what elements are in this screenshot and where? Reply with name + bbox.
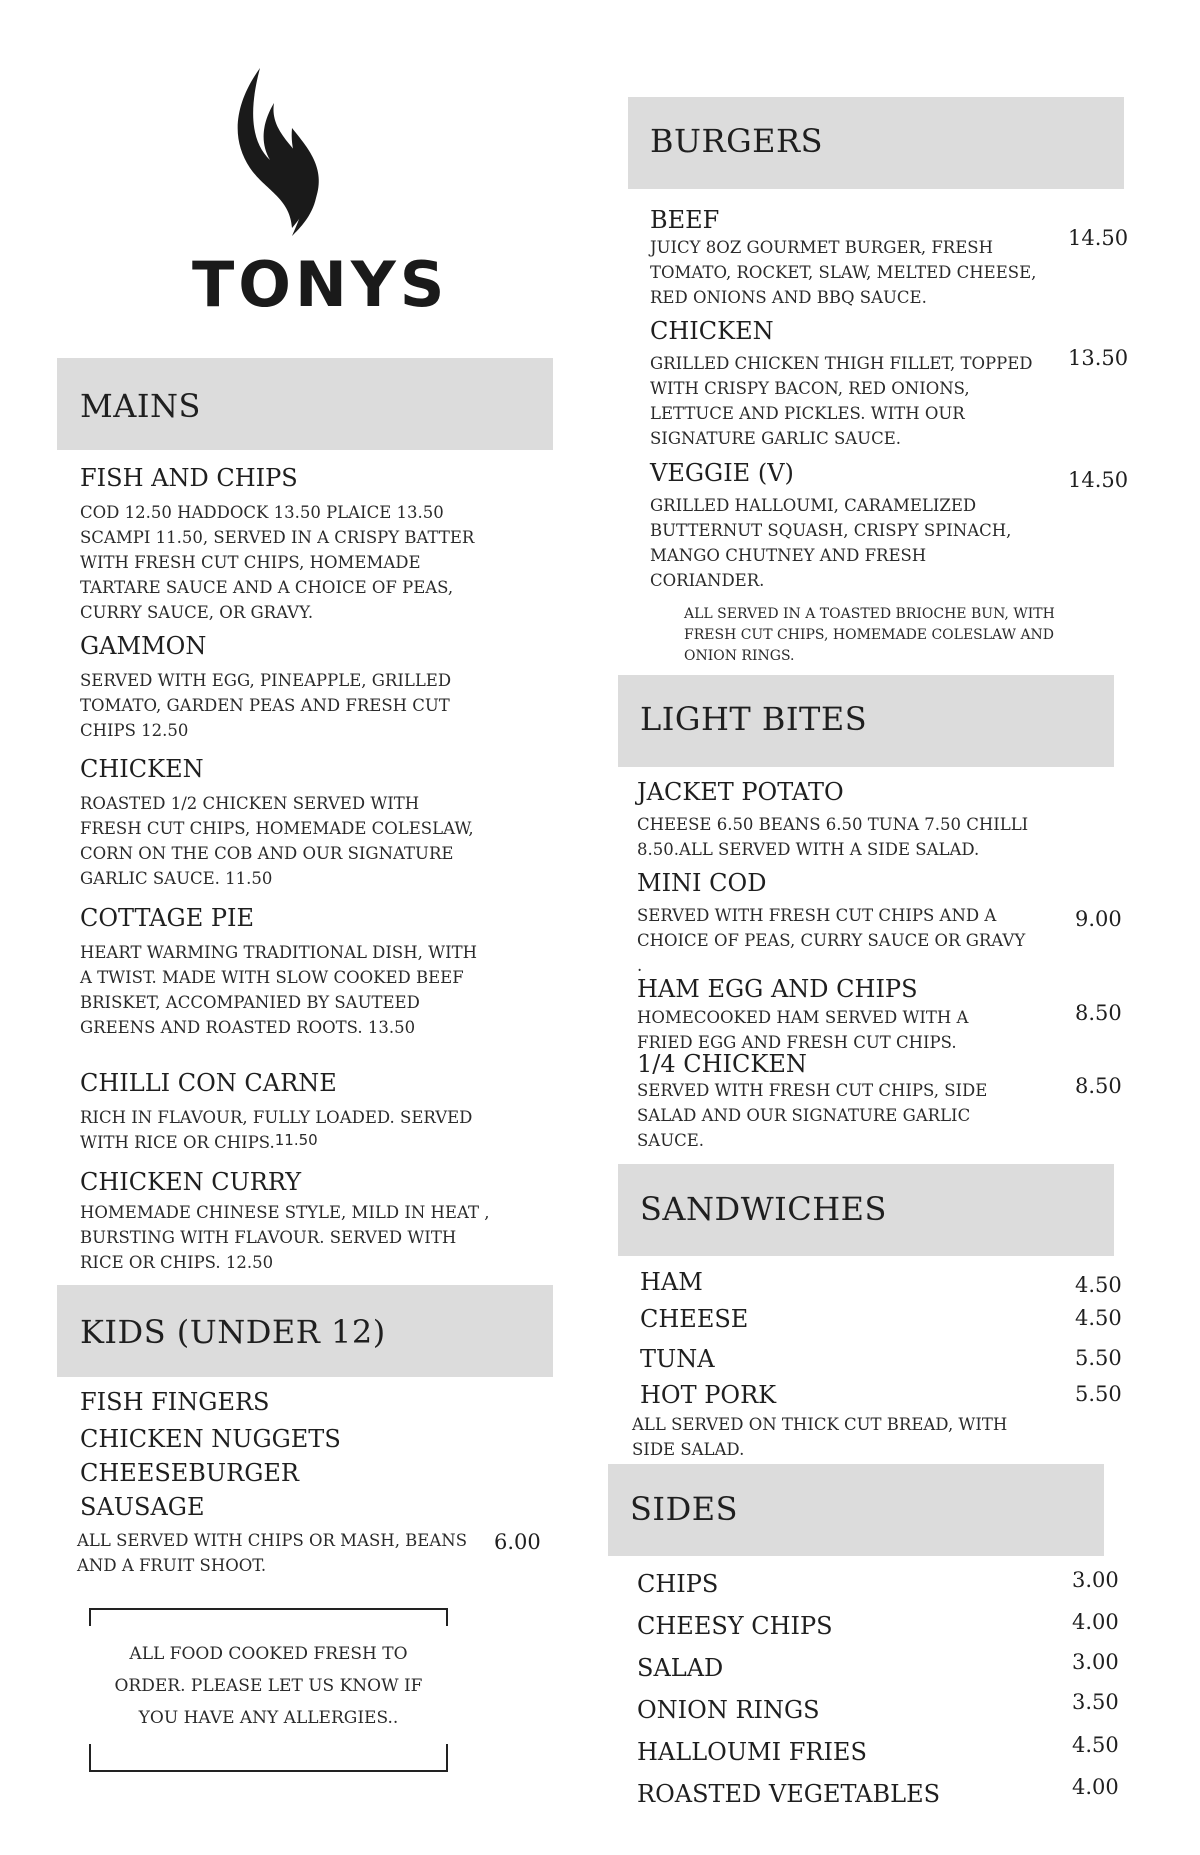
light-bite-item-price: 9.00 — [1075, 907, 1122, 931]
allergy-note: ALL FOOD COOKED FRESH TO ORDER. PLEASE LET US KNOW IF YOU HAVE ANY ALLERGIES.. — [114, 1644, 423, 1728]
light-bite-item-desc: CHEESE 6.50 BEANS 6.50 TUNA 7.50 CHILLI 8.50.ALL SERVED WITH A SIDE SALAD. — [637, 815, 1029, 859]
burger-item-price: 14.50 — [1068, 226, 1129, 250]
allergy-note-box — [89, 1608, 448, 1772]
sandwich-item-title: TUNA — [640, 1345, 715, 1373]
sandwich-item-price: 5.50 — [1075, 1346, 1122, 1370]
allergy-box-bottom-border — [89, 1744, 448, 1772]
sandwich-item-price: 4.50 — [1075, 1306, 1122, 1330]
flame-icon — [230, 68, 330, 238]
sandwich-item-title: HAM — [640, 1268, 703, 1296]
light-bite-item-price: 8.50 — [1075, 1001, 1122, 1025]
light-bite-item-desc: SERVED WITH FRESH CUT CHIPS AND A CHOICE OF PEAS, CURRY SAUCE OR GRAVY . — [637, 906, 1026, 975]
side-item-price: 4.50 — [1072, 1733, 1119, 1757]
side-item-price: 3.50 — [1072, 1690, 1119, 1714]
sandwiches-note: ALL SERVED ON THICK CUT BREAD, WITH SIDE SALAD. — [632, 1415, 1008, 1459]
burger-item-price: 13.50 — [1068, 346, 1129, 370]
mains-item-desc: COD 12.50 HADDOCK 13.50 PLAICE 13.50 SCAMPI 11.50, SERVED IN A CRISPY BATTER WITH FRESH CUT CHIPS, HOMEMADE TARTARE SAUCE AND A CHOICE OF PEAS, CURRY SAUCE, OR GRAVY. — [80, 503, 475, 622]
burger-item-price: 14.50 — [1068, 468, 1129, 492]
mains-item-title: CHICKEN — [80, 755, 204, 783]
kids-item: CHEESEBURGER — [80, 1459, 299, 1487]
side-item-price: 4.00 — [1072, 1775, 1119, 1799]
light-bites-title: LIGHT BITES — [640, 700, 868, 738]
side-item-title: CHIPS — [637, 1570, 719, 1598]
side-item-title: ROASTED VEGETABLES — [637, 1780, 941, 1808]
burger-item-desc: JUICY 8OZ GOURMET BURGER, FRESH TOMATO, ROCKET, SLAW, MELTED CHEESE, RED ONIONS AND BBQ SAUCE. — [650, 238, 1037, 307]
burger-item-desc: GRILLED CHICKEN THIGH FILLET, TOPPED WITH CRISPY BACON, RED ONIONS, LETTUCE AND PICKLES. WITH OUR SIGNATURE GARLIC SAUCE. — [650, 354, 1033, 448]
burger-item-title: VEGGIE (V) — [650, 459, 794, 487]
mains-item-title: CHICKEN CURRY — [80, 1168, 302, 1196]
mains-item-price: 11.50 — [274, 1131, 318, 1149]
sandwiches-title: SANDWICHES — [640, 1190, 887, 1228]
sandwich-item-price: 4.50 — [1075, 1273, 1122, 1297]
burger-item-title: BEEF — [650, 206, 720, 234]
mains-item-desc-text: RICH IN FLAVOUR, FULLY LOADED. SERVED WITH RICE OR CHIPS. — [80, 1108, 473, 1152]
mains-item-desc: HEART WARMING TRADITIONAL DISH, WITH A TWIST. MADE WITH SLOW COOKED BEEF BRISKET, ACCOMPANIED BY SAUTEED GREENS AND ROASTED ROOTS. 13.50 — [80, 943, 477, 1037]
sandwich-item-price: 5.50 — [1075, 1382, 1122, 1406]
mains-title: MAINS — [80, 387, 201, 425]
side-item-title: ONION RINGS — [637, 1696, 820, 1724]
side-item-title: HALLOUMI FRIES — [637, 1738, 867, 1766]
light-bite-item-price: 8.50 — [1075, 1074, 1122, 1098]
logo — [180, 68, 449, 321]
kids-item: CHICKEN NUGGETS — [80, 1425, 341, 1453]
side-item-price: 3.00 — [1072, 1568, 1119, 1592]
light-bite-item-title: MINI COD — [637, 869, 767, 897]
mains-item-desc: ROASTED 1/2 CHICKEN SERVED WITH FRESH CUT CHIPS, HOMEMADE COLESLAW, CORN ON THE COB AND OUR SIGNATURE GARLIC SAUCE. 11.50 — [80, 794, 474, 888]
kids-item: FISH FINGERS — [80, 1388, 270, 1416]
kids-item: SAUSAGE — [80, 1493, 205, 1521]
light-bite-item-title: 1/4 CHICKEN — [637, 1050, 807, 1078]
light-bite-item-desc: HOMECOOKED HAM SERVED WITH A FRIED EGG AND FRESH CUT CHIPS. — [637, 1008, 969, 1052]
light-bite-item-desc: SERVED WITH FRESH CUT CHIPS, SIDE SALAD AND OUR SIGNATURE GARLIC SAUCE. — [637, 1081, 988, 1150]
mains-item-title: GAMMON — [80, 632, 207, 660]
side-item-title: CHEESY CHIPS — [637, 1612, 833, 1640]
side-item-price: 3.00 — [1072, 1650, 1119, 1674]
logo-text: TONYS — [192, 248, 449, 321]
kids-desc: ALL SERVED WITH CHIPS OR MASH, BEANS AND A FRUIT SHOOT. — [77, 1531, 468, 1575]
side-item-title: SALAD — [637, 1654, 724, 1682]
mains-item-desc: HOMEMADE CHINESE STYLE, MILD IN HEAT , BURSTING WITH FLAVOUR. SERVED WITH RICE OR CHIPS. 12.50 — [80, 1203, 490, 1272]
mains-item-desc: SERVED WITH EGG, PINEAPPLE, GRILLED TOMATO, GARDEN PEAS AND FRESH CUT CHIPS 12.50 — [80, 671, 452, 740]
side-item-price: 4.00 — [1072, 1610, 1119, 1634]
burgers-title: BURGERS — [650, 122, 824, 160]
burgers-note: ALL SERVED IN A TOASTED BRIOCHE BUN, WITH FRESH CUT CHIPS, HOMEMADE COLESLAW AND ONION RINGS. — [684, 606, 1055, 664]
allergy-box-top-border — [89, 1608, 448, 1626]
light-bite-item-title: HAM EGG AND CHIPS — [637, 975, 918, 1003]
sandwich-item-title: HOT PORK — [640, 1381, 777, 1409]
burger-item-desc: GRILLED HALLOUMI, CARAMELIZED BUTTERNUT SQUASH, CRISPY SPINACH, MANGO CHUTNEY AND FRESH CORIANDER. — [650, 496, 1012, 590]
kids-title: KIDS (UNDER 12) — [80, 1313, 386, 1351]
sides-title: SIDES — [630, 1490, 738, 1528]
burger-item-title: CHICKEN — [650, 317, 774, 345]
light-bite-item-title: JACKET POTATO — [637, 778, 844, 806]
mains-item-desc — [80, 1105, 480, 1156]
mains-item-title: CHILLI CON CARNE — [80, 1069, 337, 1097]
sandwich-item-title: CHEESE — [640, 1305, 749, 1333]
mains-item-title: COTTAGE PIE — [80, 904, 254, 932]
mains-item-title: FISH AND CHIPS — [80, 464, 298, 492]
kids-price: 6.00 — [494, 1530, 541, 1554]
